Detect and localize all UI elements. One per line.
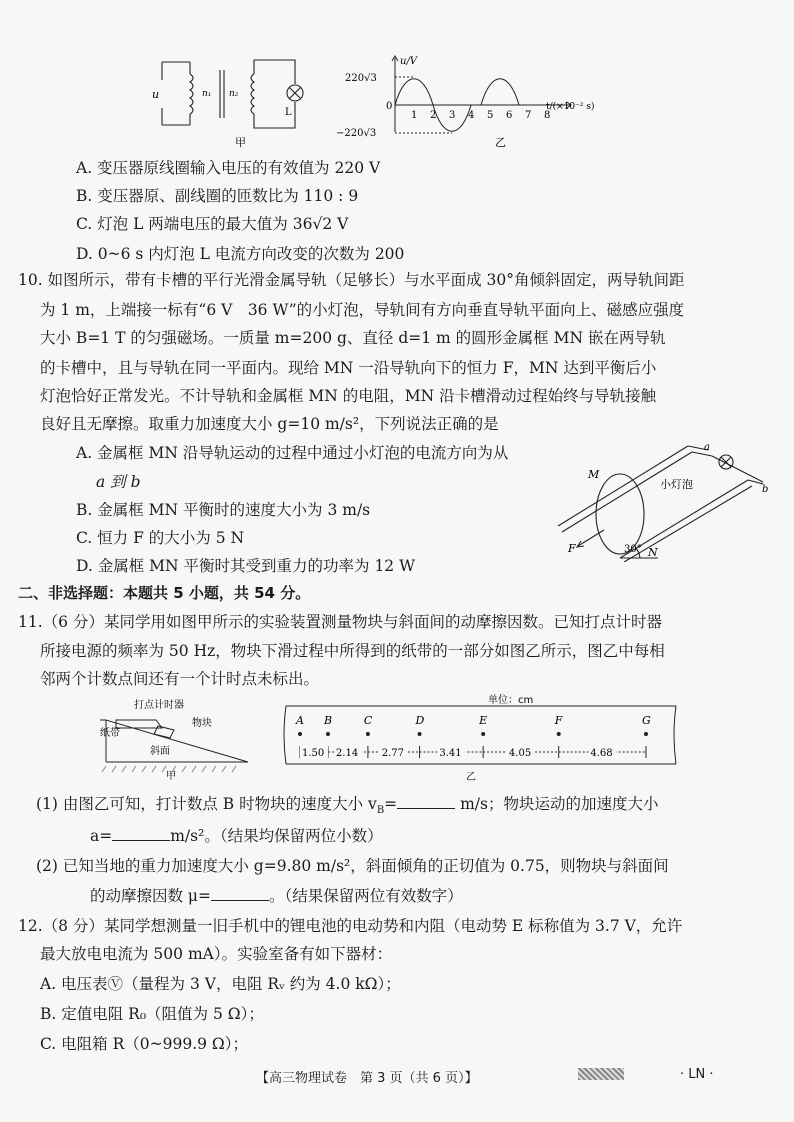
label-n2: n₂ — [229, 89, 239, 99]
footer-code: · LN · — [680, 1067, 714, 1082]
tape-gap-value: 1.50 — [301, 748, 325, 759]
tape-gap-value: 4.68 — [590, 748, 613, 759]
fig-label-tape: 纸带 — [100, 728, 120, 739]
tape-dot — [557, 732, 561, 736]
tape-unit: 单位：cm — [488, 695, 534, 706]
q12-item-a: A. 电压表Ⓥ（量程为 3 V，电阻 Rᵥ 约为 4.0 kΩ）； — [40, 975, 401, 993]
q12-line-2: 最大放电电流为 500 mA）。实验室备有如下器材： — [40, 945, 393, 963]
graph-x-tick: 2 — [430, 110, 437, 121]
tape-point-label: A — [296, 714, 304, 727]
q11-sub2b-text: 的动摩擦因数 μ= — [90, 887, 211, 905]
q10-option-b: B. 金属框 MN 平衡时的速度大小为 3 m/s — [76, 501, 371, 519]
tape-dot — [481, 732, 485, 736]
q11-line-3: 邻两个计数点间还有一个计时点未标出。 — [40, 670, 320, 688]
incline-figure — [96, 696, 256, 780]
graph-x-tick: 4 — [468, 110, 475, 121]
q10-option-a: A. 金属框 MN 沿导轨运动的过程中通过小灯泡的电流方向为从 — [76, 444, 509, 462]
tape-point-label: E — [479, 714, 488, 727]
graph-y-label: u/V — [400, 56, 418, 67]
q11-line-2: 所接电源的频率为 50 Hz，物块下滑过程中所得到的纸带的一部分如图乙所示，图乙中每相 — [40, 642, 665, 660]
q10-line-3: 大小 B=1 T 的匀强磁场。一质量 m=200 g、直径 d=1 m 的圆形金属框 MN 嵌在两导轨 — [40, 329, 666, 347]
fig-caption-yi: 乙 — [466, 772, 476, 783]
graph-x-tick: 6 — [506, 110, 513, 121]
graph-x-tick: 8 — [544, 110, 551, 121]
q11-sub2b-end: 。（结果保留两位有效数字） — [269, 887, 463, 905]
fig-label-a: a — [704, 442, 710, 453]
graph-x-tick: 5 — [487, 110, 494, 121]
graph-x-tick: 1 — [411, 110, 418, 121]
tape-gap-value: 3.41 — [439, 748, 462, 759]
tape-point-label: G — [642, 714, 651, 727]
q11-sub1b-text: a= — [90, 827, 113, 845]
answer-blank-a[interactable] — [112, 840, 170, 841]
rail-figure — [548, 440, 778, 562]
tape-dot — [366, 732, 370, 736]
graph-y-max: 220√3 — [345, 73, 377, 84]
tape-point-label: C — [363, 714, 373, 727]
footer-stamp — [578, 1068, 624, 1080]
tape-dot — [644, 732, 648, 736]
q11-sub1-subscript: B — [376, 805, 385, 817]
tape-point-label: D — [415, 714, 425, 727]
q12-item-b: B. 定值电阻 R₀（阻值为 5 Ω）； — [40, 1005, 264, 1023]
q10-option-a-cont: a 到 b — [96, 473, 141, 491]
q11-sub1-line1: (1) 由图乙可知，打计数点 B 时物块的速度大小 $v_B= m/s$；物块运动的加速度大小 — [36, 795, 659, 817]
q11-sub1-text: (1) 由图乙可知，打计数点 B 时物块的速度大小 v — [36, 795, 377, 813]
tape-dot — [418, 732, 422, 736]
q11-sub2-line1: (2) 已知当地的重力加速度大小 g=9.80 m/s²，斜面倾角的正切值为 0.75，则物块与斜面间 — [36, 857, 669, 875]
answer-blank-vb[interactable] — [397, 808, 455, 809]
q10-option-d: D. 金属框 MN 平衡时其受到重力的功率为 12 W — [76, 557, 416, 575]
fig-label-m: M — [588, 468, 600, 481]
graph-x-tick: 3 — [449, 110, 456, 121]
fig-caption-jia: 甲 — [166, 771, 176, 780]
q11-line-1: 11.（6 分）某同学用如图甲所示的实验装置测量物块与斜面间的动摩擦因数。已知打点计时器 — [18, 613, 662, 631]
tape-point-label: F — [554, 714, 563, 727]
tape-dot — [298, 732, 302, 736]
q11-sub2-line2 — [90, 884, 463, 906]
fig-label-slope: 斜面 — [150, 746, 170, 757]
q10-line-5: 灯泡恰好正常发光。不计导轨和金属框 MN 的电阻，MN 沿卡槽滑动过程始终与导轨接触 — [40, 387, 657, 405]
tape-gap-value: 2.77 — [381, 748, 404, 759]
transformer-figure — [150, 50, 620, 150]
fig-label-b: b — [762, 484, 769, 495]
graph-x-tick: 7 — [525, 110, 532, 121]
label-u: u — [152, 88, 160, 101]
fig-label-f: F — [568, 542, 576, 555]
graph-origin: 0 — [386, 101, 393, 112]
fig-label-angle: 30° — [624, 544, 642, 555]
caption-right: 乙 — [495, 136, 506, 149]
graph-y-min: −220√3 — [336, 128, 377, 139]
graph-x-label: t/(×10⁻² s) — [546, 102, 595, 112]
fig-label-timer: 打点计时器 — [134, 700, 184, 711]
q11-sub1b-end: m/s²。（结果均保留两位小数） — [170, 827, 383, 845]
q10-option-c: C. 恒力 F 的大小为 5 N — [76, 529, 245, 547]
tape-figure — [276, 694, 686, 784]
answer-blank-mu[interactable] — [211, 900, 269, 901]
q9-option-c: C. 灯泡 L 两端电压的最大值为 36√2 V — [76, 215, 349, 233]
tape-gap-value: 2.14 — [335, 748, 359, 759]
tape-point-label: B — [323, 714, 333, 727]
fig-label-n: N — [648, 546, 658, 559]
q10-line-6: 良好且无摩擦。取重力加速度大小 g=10 m/s²，下列说法正确的是 — [40, 415, 499, 433]
q9-option-d: D. 0~6 s 内灯泡 L 电流方向改变的次数为 200 — [76, 245, 405, 263]
tape-gap-value: 4.05 — [508, 748, 532, 759]
q11-sub1-end: m/s；物块运动的加速度大小 — [460, 795, 659, 813]
q9-option-a: A. 变压器原线圈输入电压的有效值为 220 V — [76, 159, 381, 177]
q10-line-2: 为 1 m，上端接一标有“6 V 36 W”的小灯泡，导轨间有方向垂直导轨平面向上、磁感应强度 — [40, 301, 685, 319]
caption-left: 甲 — [235, 136, 246, 149]
section-2-heading: 二、非选择题：本题共 5 小题，共 54 分。 — [18, 584, 311, 602]
q10-line-1: 10. 如图所示，带有卡槽的平行光滑金属导轨（足够长）与水平面成 30°角倾斜固定，两导轨间距 — [18, 271, 685, 289]
fig-label-block: 物块 — [192, 718, 212, 729]
q9-option-b: B. 变压器原、副线圈的匝数比为 110 : 9 — [76, 187, 359, 205]
q12-item-c: C. 电阻箱 R（0~999.9 Ω）； — [40, 1035, 249, 1053]
q12-line-1: 12.（8 分）某同学想测量一旧手机中的锂电池的电动势和内阻（电动势 E 标称值为 3.7 V，允许 — [18, 917, 683, 935]
footer-text: 【高三物理试卷 第 3 页（共 6 页）】 — [256, 1071, 478, 1086]
label-n1: n₁ — [202, 89, 212, 99]
fig-label-lamp: 小灯泡 — [660, 478, 693, 491]
label-lamp: L — [285, 107, 292, 118]
q11-sub1-line2 — [90, 824, 383, 846]
tape-dot — [326, 732, 330, 736]
q10-line-4: 的卡槽中，且与导轨在同一平面内。现给 MN 一沿导轨向下的恒力 F，MN 达到平衡后小 — [40, 359, 657, 377]
